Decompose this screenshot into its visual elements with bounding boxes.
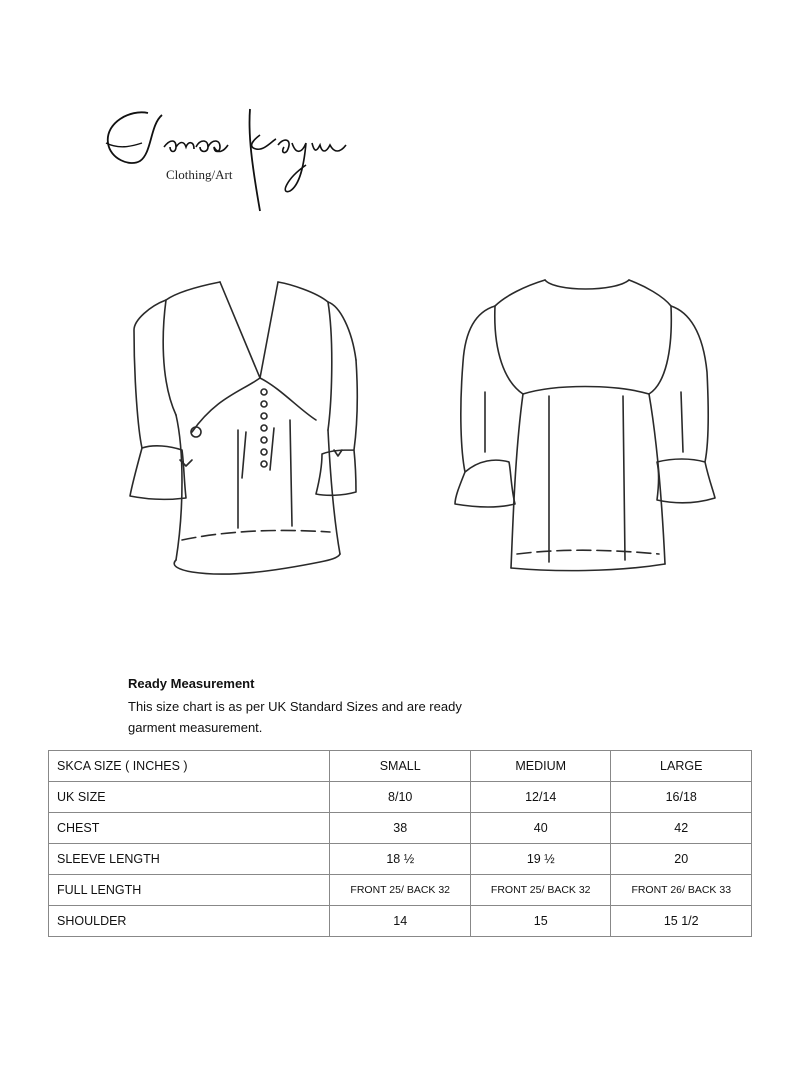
- header-cell: LARGE: [611, 751, 752, 782]
- section-heading: Ready Measurement: [128, 676, 255, 691]
- signature-logo: [100, 95, 360, 220]
- row-label: SLEEVE LENGTH: [49, 844, 330, 875]
- table-cell: 15: [470, 906, 611, 937]
- table-row: [49, 875, 752, 906]
- row-label: FULL LENGTH: [49, 875, 330, 906]
- table-cell: 15 1/2: [611, 906, 752, 937]
- table-cell: 38: [330, 813, 471, 844]
- back-view-sketch: [445, 272, 725, 592]
- table-row: [49, 844, 752, 875]
- header-cell: SKCA SIZE ( INCHES ): [49, 751, 330, 782]
- row-label: CHEST: [49, 813, 330, 844]
- table-header-row: [49, 751, 752, 782]
- size-chart-table: [48, 750, 752, 937]
- table-row: [49, 813, 752, 844]
- table-cell: FRONT 25/ BACK 32: [470, 875, 611, 906]
- table-cell: 18 ½: [330, 844, 471, 875]
- table-cell: FRONT 25/ BACK 32: [330, 875, 471, 906]
- table-cell: 40: [470, 813, 611, 844]
- front-view-sketch: [120, 270, 360, 600]
- table-cell: 12/14: [470, 782, 611, 813]
- table-row: [49, 782, 752, 813]
- table-cell: 14: [330, 906, 471, 937]
- table-cell: FRONT 26/ BACK 33: [611, 875, 752, 906]
- header-cell: SMALL: [330, 751, 471, 782]
- row-label: SHOULDER: [49, 906, 330, 937]
- table-cell: 20: [611, 844, 752, 875]
- table-cell: 8/10: [330, 782, 471, 813]
- intro-text-line-1: This size chart is as per UK Standard Sizes and are ready: [128, 699, 462, 714]
- row-label: UK SIZE: [49, 782, 330, 813]
- brand-logo: [100, 95, 360, 220]
- table-cell: 19 ½: [470, 844, 611, 875]
- intro-text-line-2: garment measurement.: [128, 720, 263, 735]
- measurement-intro: [128, 676, 488, 738]
- brand-subtitle: Clothing/Art: [166, 167, 233, 182]
- table-cell: 42: [611, 813, 752, 844]
- table-cell: 16/18: [611, 782, 752, 813]
- table-row: [49, 906, 752, 937]
- header-cell: MEDIUM: [470, 751, 611, 782]
